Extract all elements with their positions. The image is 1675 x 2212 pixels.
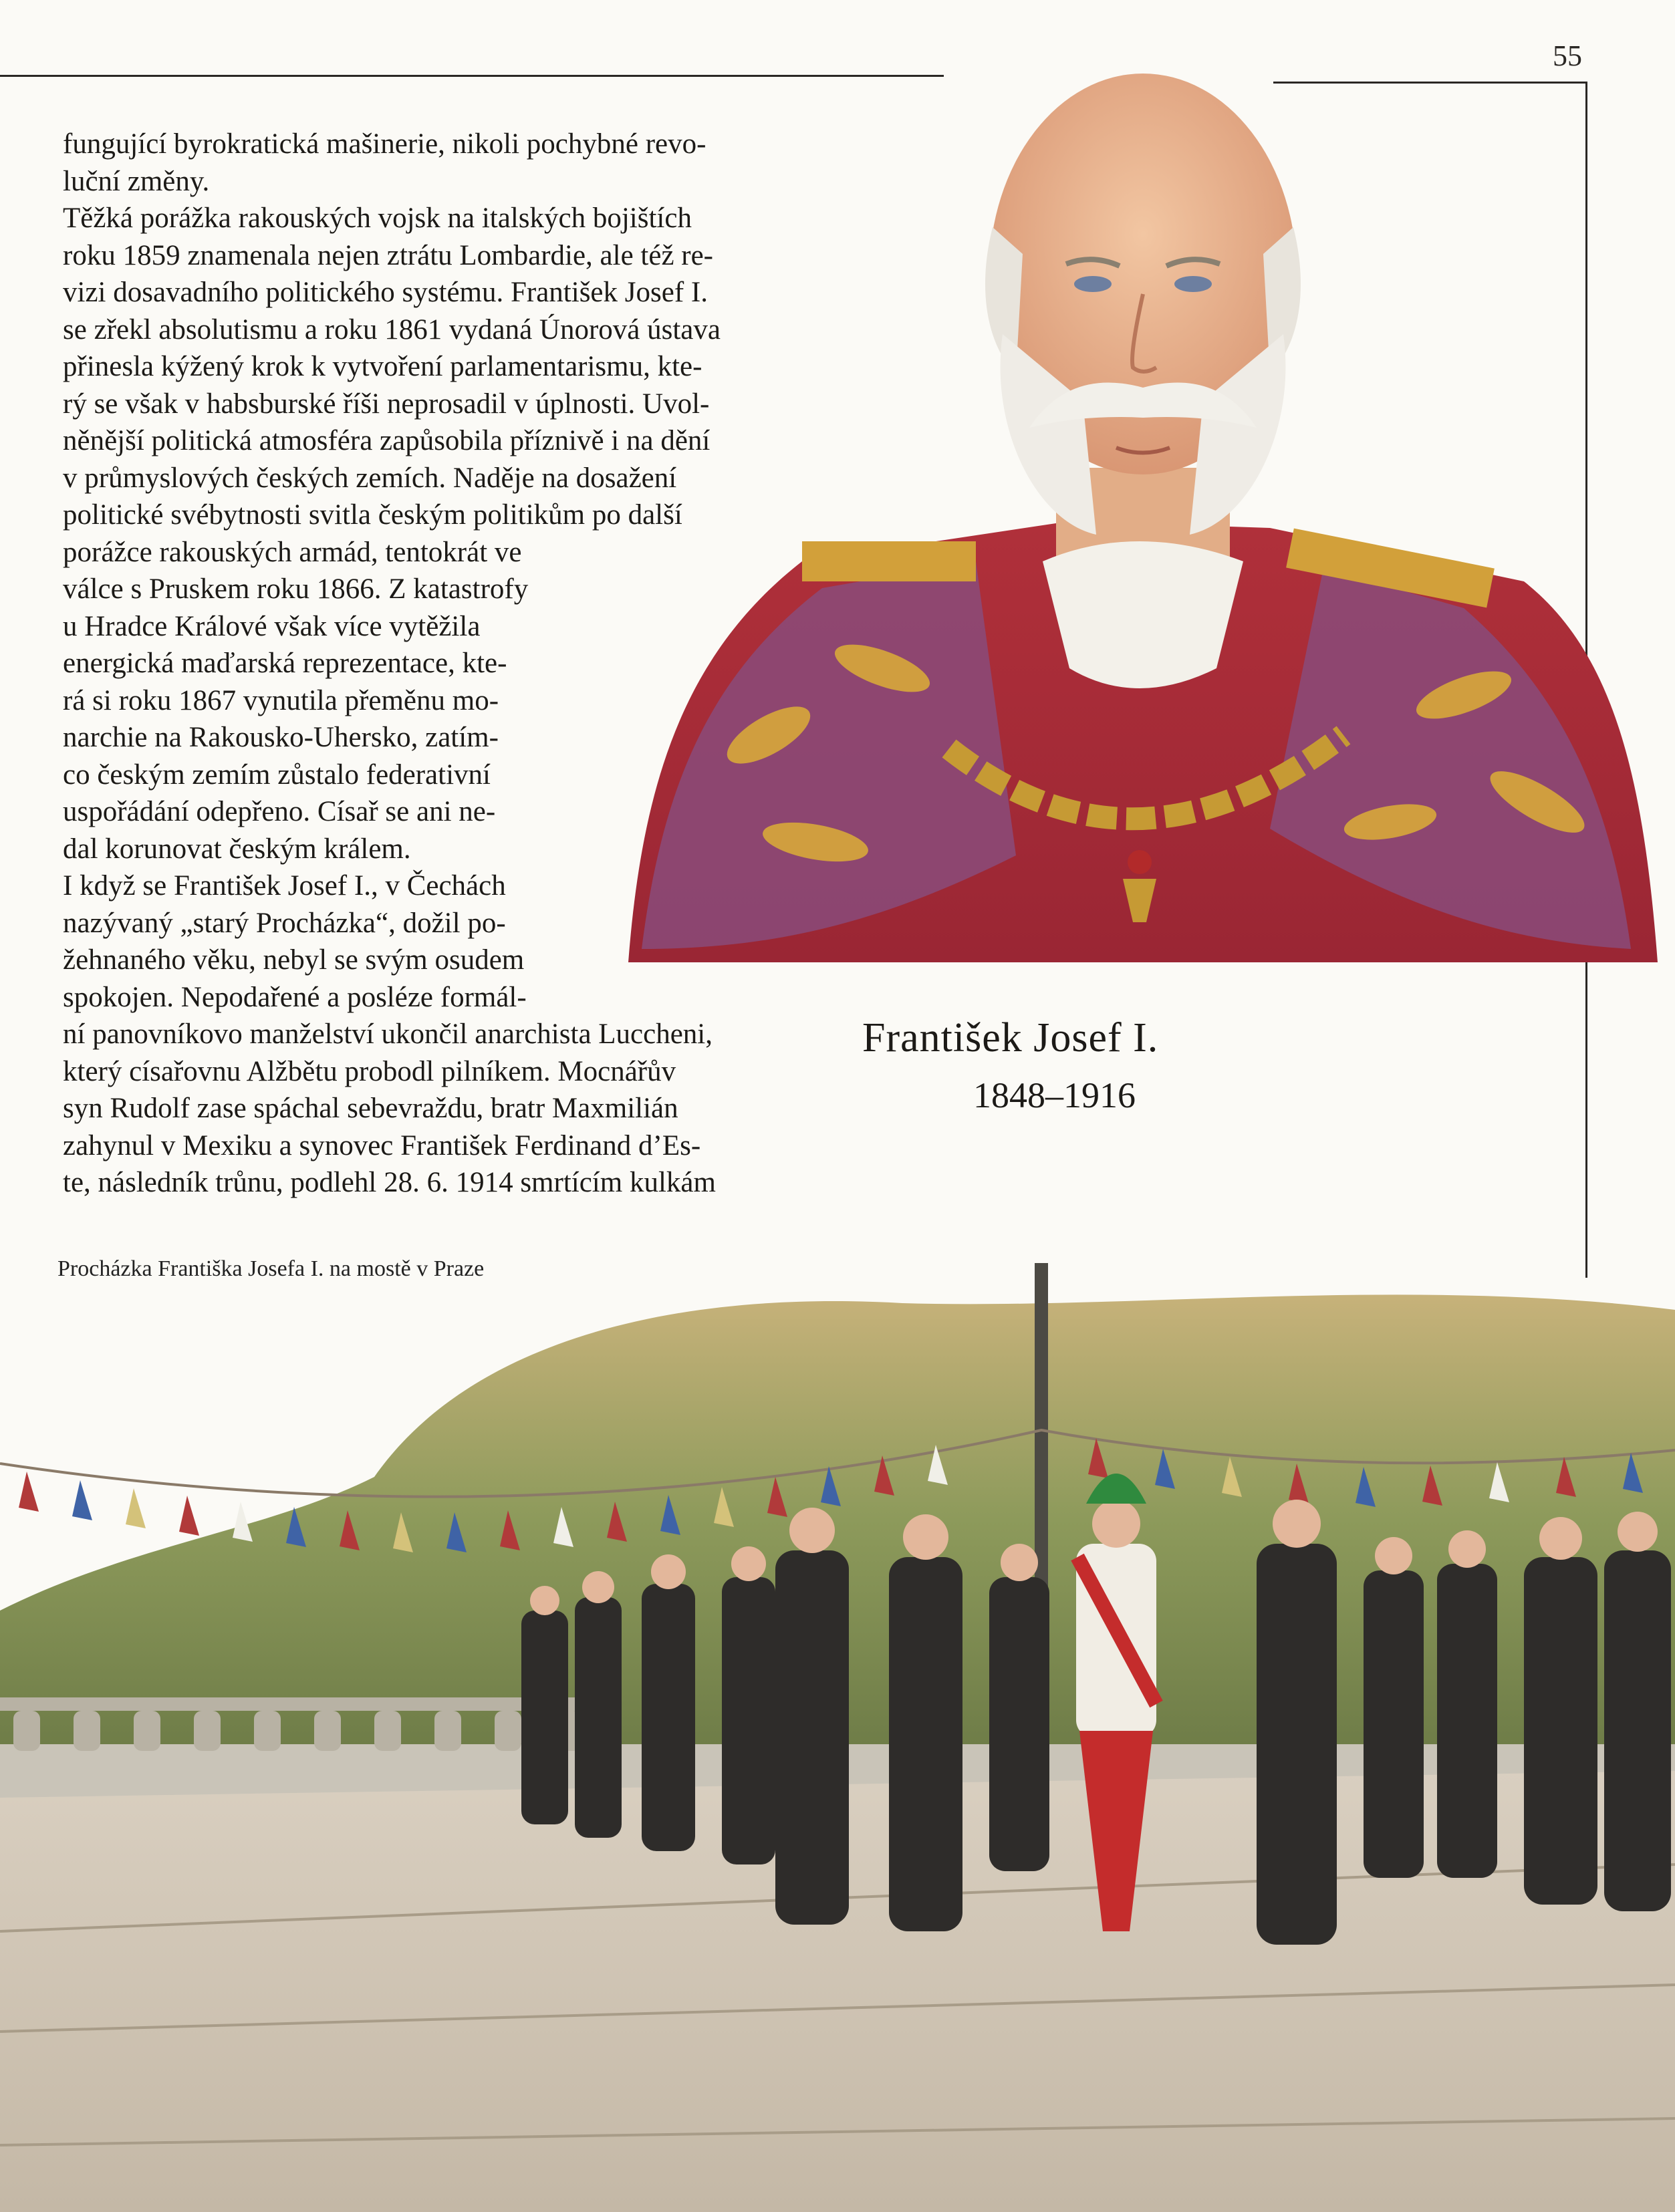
text-line: dal korunovat českým králem. [63, 833, 411, 865]
text-line: roku 1859 znamenala nejen ztrátu Lombardie, ale též re- [63, 239, 714, 271]
text-line: něnější politická atmosféra zapůsobila příznivě i na dění [63, 425, 711, 456]
portrait-years: 1848–1916 [973, 1075, 1136, 1115]
text-line: v průmyslových českých zemích. Naděje na dosažení [63, 462, 677, 494]
text-line: luční změny. [63, 165, 210, 197]
illustration-caption: Procházka Františka Josefa I. na mostě v Praze [57, 1256, 485, 1281]
text-line: nazývaný „starý Procházka“, dožil po- [63, 907, 506, 939]
page-number: 55 [1553, 39, 1582, 72]
text-line: přinesla kýžený krok k vytvoření parlamentarismu, kte- [63, 351, 702, 382]
text-line: fungující byrokratická mašinerie, nikoli pochybné revo- [63, 128, 706, 160]
text-line: narchie na Rakousko-Uhersko, zatím- [63, 722, 499, 753]
text-line: energická maďarská reprezentace, kte- [63, 648, 507, 679]
text-line: vizi dosavadního politického systému. František Josef I. [63, 277, 708, 308]
portrait-illustration [602, 53, 1671, 996]
text-line: ní panovníkovo manželství ukončil anarchista Luccheni, [63, 1018, 713, 1050]
text-line: se zřekl absolutismu a roku 1861 vydaná Únorová ústava [63, 313, 721, 345]
text-line: I když se František Josef I., v Čechách [63, 870, 506, 902]
text-line: spokojen. Nepodařené a posléze formál- [63, 981, 527, 1013]
text-line: co českým zemím zůstalo federativní [63, 758, 491, 791]
text-line: politické svébytnosti svitla českým politikům po další [63, 499, 682, 531]
procession-illustration [0, 1263, 1675, 2212]
text-line: rý se však v habsburské říši neprosadil v úplnosti. Uvol- [63, 388, 710, 420]
text-line: uspořádání odepřeno. Císař se ani ne- [63, 796, 496, 827]
text-line: Těžká porážka rakouských vojsk na italských bojištích [63, 202, 692, 234]
text-line: válce s Pruskem roku 1866. Z katastrofy [63, 573, 529, 605]
text-line: žehnaného věku, nebyl se svým osudem [63, 944, 525, 976]
text-line: u Hradce Králové však více vytěžila [63, 610, 481, 642]
text-line: rá si roku 1867 vynutila přeměnu mo- [63, 684, 499, 716]
text-line: te, následník trůnu, podlehl 28. 6. 1914 smrtícím kulkám [63, 1167, 716, 1198]
text-line: syn Rudolf zase spáchal sebevraždu, bratr Maxmilián [63, 1093, 678, 1124]
text-line: porážce rakouských armád, tentokrát ve [63, 536, 522, 568]
text-line: zahynul v Mexiku a synovec František Ferdinand d’Es- [63, 1129, 701, 1161]
text-line: který císařovnu Alžbětu probodl pilníkem. Mocnářův [63, 1055, 676, 1087]
portrait-title: František Josef I. [862, 1015, 1159, 1061]
